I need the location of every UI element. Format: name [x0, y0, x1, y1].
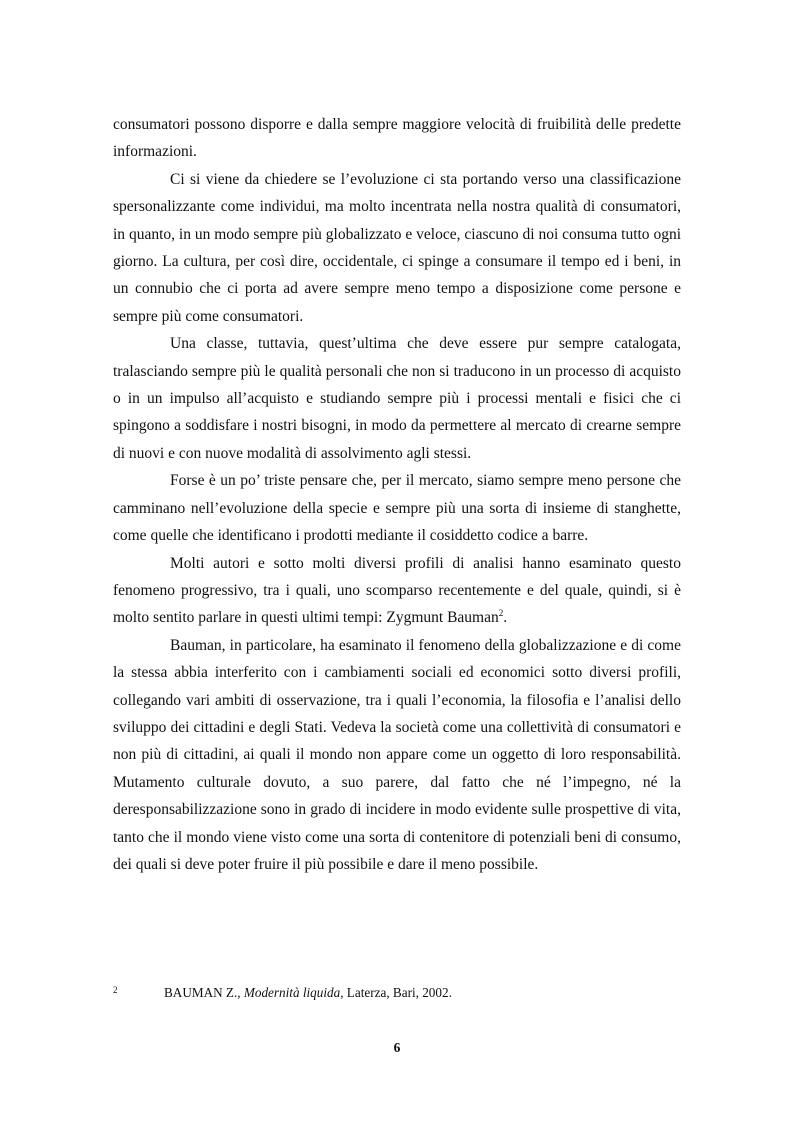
paragraph	[113, 550, 681, 632]
footnote-publisher: Laterza, Bari, 2002.	[346, 985, 452, 1000]
page-number: 6	[393, 1040, 401, 1055]
paragraph-text: consumatori possono disporre e dalla sempre maggiore velocità di fruibilità delle predette informazioni.	[113, 116, 681, 161]
paragraph	[113, 166, 681, 330]
paragraph	[113, 467, 681, 549]
paragraph-text: Una classe, tuttavia, quest’ultima che deve essere pur sempre catalogata, tralasciando sempre più le qualità personali che non si traducono in un processo di acquisto o in un impulso all’acquisto e studiando sempre più i processi mentali e fisici che ci spingono a soddisfare i nostri bisogni, in modo da permettere al mercato di crearne sempre di nuovi e con nuove modalità di assolvimento agli stessi.	[113, 335, 681, 462]
paragraph-text: Bauman, in particolare, ha esaminato il fenomeno della globalizzazione e di come la stessa abbia interferito con i cambiamenti sociali ed economici sotto diversi profili, collegando vari ambiti di osservazione, tra i quali l’economia, la filosofia e l’analisi dello sviluppo dei cittadini e degli Stati. Vedeva la società come una collettività di consumatori e non più di cittadini, ai quali il mondo non appare come un oggetto di loro responsabilità. Mutamento culturale dovuto, a suo parere, dal fatto che né l’impegno, né la deresponsabilizzazione sono in grado di incidere in modo evidente sulle prospettive di vita, tanto che il mondo viene visto come una sorta di contenitore di potenziali beni di consumo, dei quali si deve poter fruire il più possibile e dare il meno possibile.	[113, 636, 681, 873]
paragraph-text-end: .	[503, 609, 508, 627]
footnote-title: Modernità liquida,	[243, 985, 344, 1000]
body-text	[113, 111, 681, 878]
paragraph	[113, 330, 681, 467]
paragraph-continuation	[113, 111, 681, 166]
footnote-text	[164, 985, 452, 1001]
paragraph-text: Forse è un po’ triste pensare che, per il mercato, siamo sempre meno persone che camminano nell’evoluzione della specie e sempre più una sorta di insieme di stanghette, come quelle che identificano i prodotti mediante il cosiddetto codice a barre.	[113, 472, 681, 545]
paragraph-text: Molti autori e sotto molti diversi profili di analisi hanno esaminato questo fenomeno progressivo, tra i quali, uno scomparso recentemente e del quale, quindi, si è molto sentito parlare in questi ultimi tempi: Zygmunt Bauman	[113, 554, 681, 627]
paragraph-text: Ci si viene da chiedere se l’evoluzione ci sta portando verso una classificazione spersonalizzante come individui, ma molto incentrata nella nostra qualità di consumatori, in quanto, in un modo sempre più globalizzato e veloce, ciascuno di noi consuma tutto ogni giorno. La cultura, per così dire, occidentale, ci spinge a consumare il tempo ed i beni, in un connubio che ci porta ad avere sempre meno tempo a disposizione come persone e sempre più come consumatori.	[113, 170, 681, 325]
paragraph	[113, 632, 681, 879]
footnote-author: BAUMAN Z.,	[164, 985, 241, 1000]
footnote-number: 2	[113, 985, 118, 995]
footnote-reference[interactable]: 2	[498, 608, 504, 619]
